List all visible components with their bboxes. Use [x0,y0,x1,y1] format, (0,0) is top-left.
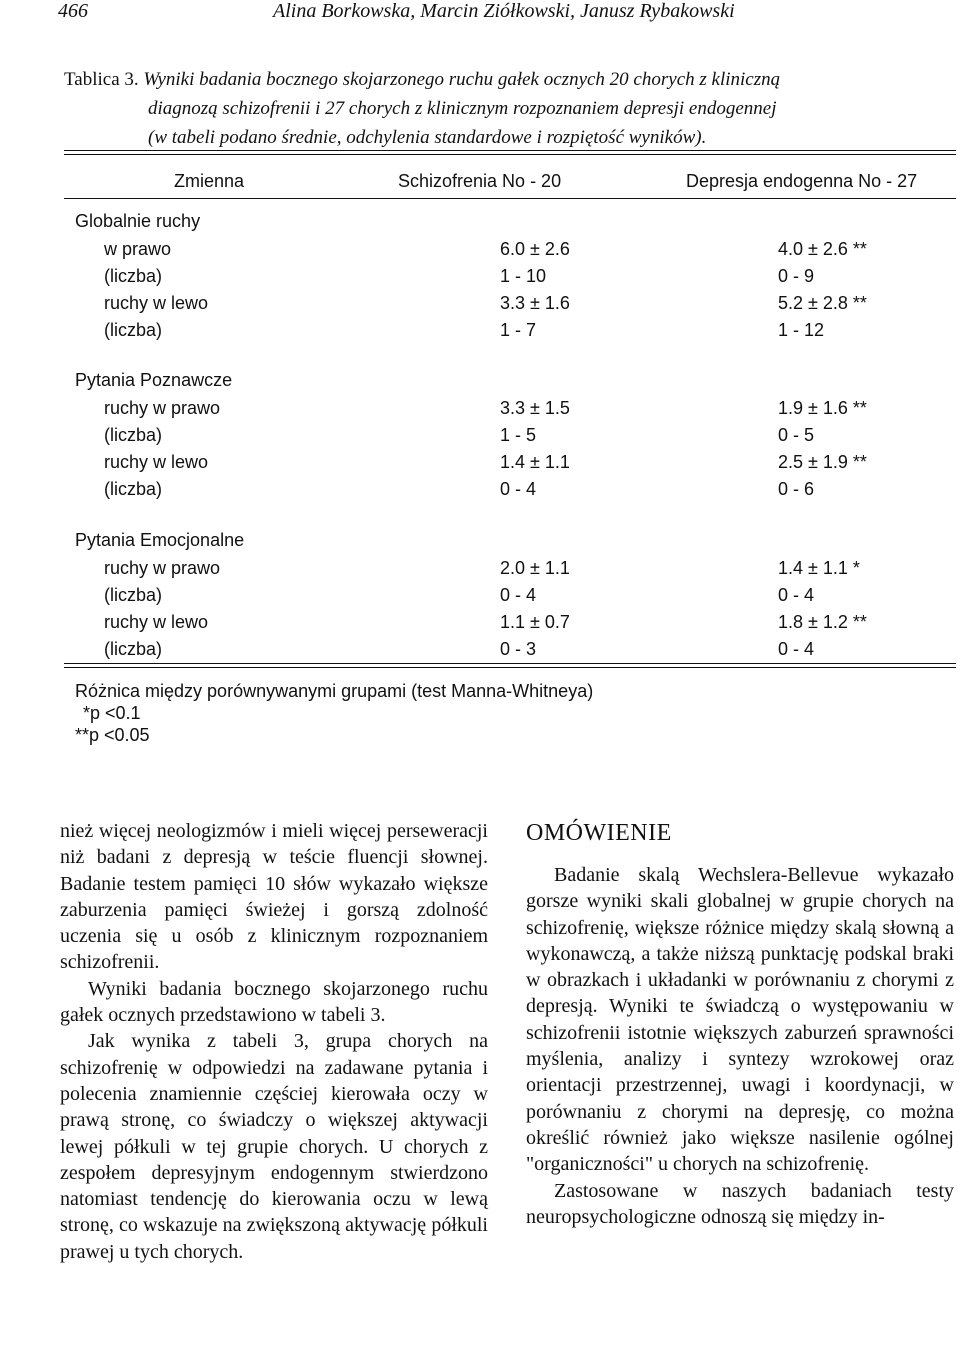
paragraph: nież więcej neologizmów i mieli więcej perseweracji niż badani z depresją w teście fluencji słownej. Badanie testem pamięci 10 słów wykazało większe zaburzenia pamięci świeżej i gorszą zdolność uczenia się u osób z klinicznym rozpoznaniem schizofrenii. [60,820,488,974]
header-schizophrenia: Schizofrenia No - 20 [398,171,562,191]
note-p005: **p <0.05 [75,725,150,745]
schizophrenia-value: 1.1 ± 0.7 [500,612,570,632]
row-label: ruchy w prawo [104,558,221,578]
caption-line-2: diagnozą schizofrenii i 27 chorych z klinicznym rozpoznaniem depresji endogennej [148,98,777,119]
depression-value: 5.2 ± 2.8 ** [778,293,867,313]
paragraph: Jak wynika z tabeli 3, grupa chorych na schizofrenię w odpowiedzi na zadawane pytania i polecenia znamiennie częściej kierowała oczy w prawą stronę, co świadczy o większej aktywacji lewej półkuli w tej grupie chorych. U chorych z zespołem depresyjnym endogennym stwierdzono natomiast tendencję do kierowania oczu w lewą stronę, co wskazuje na zwiększoną aktywację półkuli prawej u tych chorych. [60,1030,488,1263]
row-label: ruchy w lewo [104,612,209,632]
row-label: (liczba) [104,320,163,340]
row-label: ruchy w prawo [104,398,221,418]
depression-value: 0 - 4 [778,585,815,605]
paragraph: Wyniki badania bocznego skojarzonego ruchu gałek ocznych przedstawiono w tabeli 3. [60,977,488,1027]
row-label: (liczba) [104,479,163,499]
table-bottom-rule-2 [64,667,956,668]
table-label: Tablica 3. [64,69,139,90]
paragraph: Zastosowane w naszych badaniach testy neuropsychologiczne odnoszą się między in- [526,1179,954,1228]
depression-value: 2.5 ± 1.9 ** [778,452,867,472]
section-title: Pytania Poznawcze [75,370,233,390]
section-title: Pytania Emocjonalne [75,530,245,550]
schizophrenia-value: 1 - 5 [500,425,537,445]
schizophrenia-value: 0 - 4 [500,585,537,605]
row-label: (liczba) [104,585,163,605]
row-label: (liczba) [104,425,163,445]
depression-value: 0 - 4 [778,639,815,659]
depression-value: 4.0 ± 2.6 ** [778,239,867,259]
paragraph: Badanie skalą Wechslera-Bellevue wykazało gorsze wyniki skali globalnej w grupie chorych na schizofrenię, większe różnice między skalą słowną a wykonawczą, a także niższą punktację podskal braki w obrazkach i układanki w porównaniu z chorymi z depresją. Wyniki te świadczą o występowaniu w schizofrenii istotnie większych zaburzeń sprawności myślenia, analizy i syntezy wzrokowej oraz orientacji przestrzennej, uwagi i koordynacji, w porównaniu z chorymi na depresję, co można określić również jako większe nasilenie ogólnej "organiczności" u chorych na schizofrenię. [526,864,954,1176]
schizophrenia-value: 6.0 ± 2.6 [500,239,570,259]
schizophrenia-value: 3.3 ± 1.5 [500,398,570,418]
caption-line-1: Wyniki badania bocznego skojarzonego ruchu gałek ocznych 20 chorych z kliniczną [143,69,781,90]
left-text-column [60,818,488,1265]
depression-value: 0 - 5 [778,425,815,445]
row-label: ruchy w lewo [104,293,209,313]
table-notes [75,680,593,746]
schizophrenia-value: 3.3 ± 1.6 [500,293,570,313]
schizophrenia-value: 1 - 7 [500,320,537,340]
depression-value: 0 - 9 [778,266,815,286]
depression-value: 0 - 6 [778,479,815,499]
section-heading: OMÓWIENIE [526,820,672,846]
schizophrenia-value: 1 - 10 [500,266,547,286]
row-label: (liczba) [104,266,163,286]
depression-value: 1.9 ± 1.6 ** [778,398,867,418]
schizophrenia-value: 1.4 ± 1.1 [500,452,570,472]
note-p01: *p <0.1 [83,703,141,723]
schizophrenia-value: 0 - 4 [500,479,537,499]
depression-value: 1 - 12 [778,320,825,340]
note-test: Różnica między porównywanymi grupami (test Manna-Whitneya) [75,681,594,701]
header-variable: Zmienna [174,171,245,191]
row-label: w prawo [104,239,172,259]
page-number: 466 [58,0,88,22]
row-label: (liczba) [104,639,163,659]
results-table [0,0,960,660]
section-title: Globalnie ruchy [75,211,201,231]
table-bottom-rule [64,663,956,664]
running-head-authors: Alina Borkowska, Marcin Ziółkowski, Janusz Rybakowski [273,0,735,22]
depression-value: 1.4 ± 1.1 * [778,558,860,578]
header-depression: Depresja endogenna No - 27 [686,171,918,191]
right-text-column [526,818,954,1230]
schizophrenia-value: 0 - 3 [500,639,537,659]
depression-value: 1.8 ± 1.2 ** [778,612,867,632]
schizophrenia-value: 2.0 ± 1.1 [500,558,570,578]
caption-line-3: (w tabeli podano średnie, odchylenia standardowe i rozpiętość wyników). [148,127,707,148]
row-label: ruchy w lewo [104,452,209,472]
